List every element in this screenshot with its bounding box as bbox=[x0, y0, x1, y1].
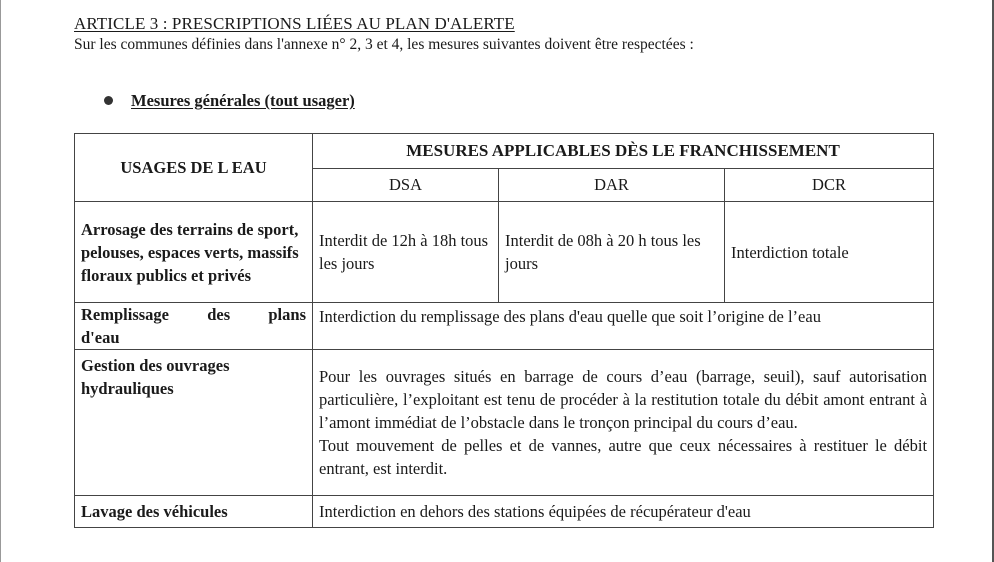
usage-remplissage bbox=[75, 303, 313, 350]
measure-gestion-p1: Pour les ouvrages situés en barrage de cours d’eau (barrage, seuil), sauf autorisation particulière, l’exploitant est tenu de procéder à la restitution totale du débit amont entrant à l’amont immédiat de l’obstacle dans le tronçon principal du cours d’eau. bbox=[319, 367, 928, 432]
usage-remplissage-line2: d'eau bbox=[81, 328, 120, 347]
article-title: ARTICLE 3 : PRESCRIPTIONS LIÉES AU PLAN D'ALERTE bbox=[74, 14, 515, 33]
usage-gestion: Gestion des ouvrages hydrauliques bbox=[75, 350, 313, 496]
measure-arrosage-dar: Interdit de 08h à 20 h tous les jours bbox=[499, 202, 725, 303]
usage-arrosage: Arrosage des terrains de sport, pelouses, espaces verts, massifs floraux publics et privés bbox=[75, 202, 313, 303]
usage-remplissage-line1: Remplissage des plans bbox=[81, 305, 306, 324]
header-dar: DAR bbox=[499, 168, 725, 201]
article-intro: Sur les communes définies dans l'annexe n° 2, 3 et 4, les mesures suivantes doivent être respectées : bbox=[74, 36, 694, 53]
measure-lavage: Interdiction en dehors des stations équipées de récupérateur d'eau bbox=[313, 496, 934, 528]
section-heading-label: Mesures générales (tout usager) bbox=[131, 91, 355, 110]
measure-gestion bbox=[313, 350, 934, 496]
section-heading bbox=[104, 91, 355, 111]
page-edge-left bbox=[0, 0, 1, 562]
header-dsa: DSA bbox=[313, 168, 499, 201]
table-row bbox=[75, 496, 934, 528]
table-row bbox=[75, 303, 934, 350]
measures-table bbox=[74, 133, 934, 528]
table-row bbox=[75, 202, 934, 303]
measure-arrosage-dcr: Interdiction totale bbox=[725, 202, 934, 303]
header-dcr: DCR bbox=[725, 168, 934, 201]
bullet-icon bbox=[104, 96, 113, 105]
header-mesures: MESURES APPLICABLES DÈS LE FRANCHISSEMENT bbox=[313, 134, 934, 169]
header-usages: USAGES DE L EAU bbox=[75, 134, 313, 202]
measure-arrosage-dsa: Interdit de 12h à 18h tous les jours bbox=[313, 202, 499, 303]
table-header-row bbox=[75, 134, 934, 169]
measure-remplissage: Interdiction du remplissage des plans d'eau quelle que soit l’origine de l’eau bbox=[313, 303, 934, 350]
measure-gestion-p2: Tout mouvement de pelles et de vannes, autre que ceux nécessaires à restituer le débit entrant, est interdit. bbox=[319, 436, 928, 478]
table-row bbox=[75, 350, 934, 496]
usage-lavage: Lavage des véhicules bbox=[75, 496, 313, 528]
